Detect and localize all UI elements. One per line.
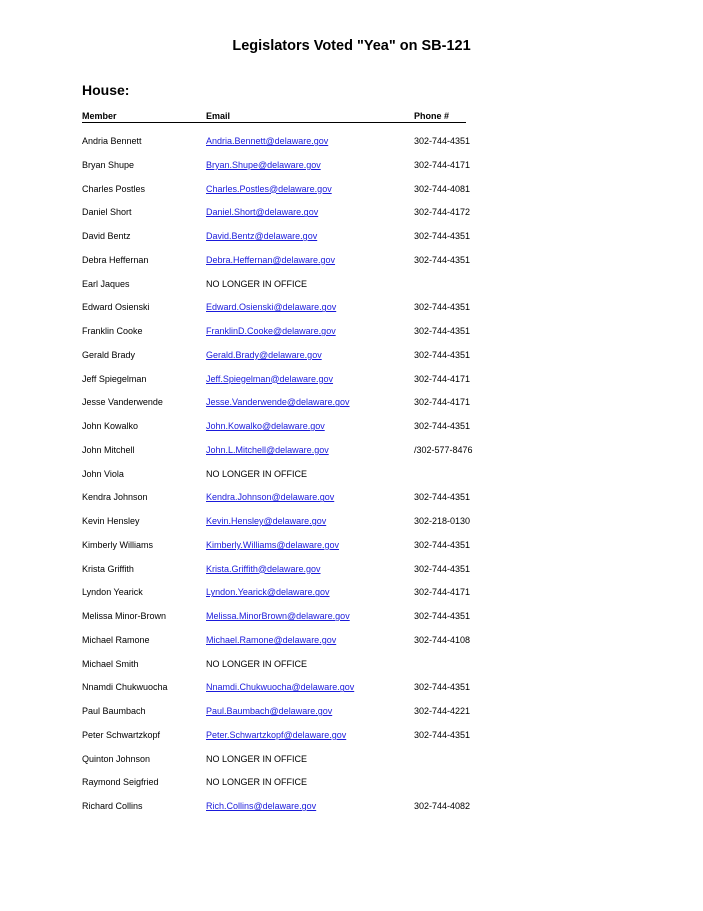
member-name: Gerald Brady [82, 349, 136, 360]
email-link[interactable]: John.Kowalko@delaware.gov [206, 421, 325, 431]
office-status: NO LONGER IN OFFICE [206, 278, 308, 289]
office-status: NO LONGER IN OFFICE [206, 658, 308, 669]
email-link[interactable]: Charles.Postles@delaware.gov [206, 183, 332, 194]
email-link[interactable]: FranklinD.Cooke@delaware.gov [206, 326, 336, 336]
member-name: Andria Bennett [82, 136, 142, 146]
table-row [82, 368, 502, 392]
member-name: Charles Postles [82, 183, 146, 194]
phone-number: 302-744-4351 [414, 231, 471, 241]
phone-number: 302-744-4351 [414, 349, 471, 360]
table-row [82, 320, 502, 344]
email-link[interactable]: Jeff.Spiegelman@delaware.gov [206, 373, 334, 384]
phone-number: 302-744-4351 [414, 729, 471, 740]
table-row [82, 510, 502, 534]
table-row [82, 154, 502, 178]
email-link[interactable]: Kimberly.Williams@delaware.gov [206, 539, 340, 550]
office-status: NO LONGER IN OFFICE [206, 468, 308, 479]
email-link[interactable]: Kevin.Hensley@delaware.gov [206, 516, 327, 526]
email-link[interactable]: Andria.Bennett@delaware.gov [206, 136, 329, 146]
member-name: Melissa Minor-Brown [82, 611, 167, 621]
table-row [82, 463, 502, 487]
table-row [82, 249, 502, 273]
phone-number: 302-744-4171 [414, 159, 471, 170]
table-row [82, 534, 502, 558]
email-link[interactable]: Michael.Ramone@delaware.gov [206, 634, 337, 645]
table-row [82, 130, 502, 154]
column-header-phone: Phone # [414, 111, 466, 123]
table-body [82, 130, 502, 819]
table-row [82, 558, 502, 582]
email-link[interactable]: John.L.Mitchell@delaware.gov [206, 444, 329, 455]
phone-number: 302-744-4351 [414, 302, 471, 313]
member-name: Michael Smith [82, 658, 139, 669]
table-row [82, 629, 502, 653]
office-status: NO LONGER IN OFFICE [206, 753, 308, 764]
email-link[interactable]: Jesse.Vanderwende@delaware.gov [206, 397, 350, 408]
email-link[interactable]: Lyndon.Yearick@delaware.gov [206, 587, 330, 598]
table-row [82, 296, 502, 320]
email-link[interactable]: Melissa.MinorBrown@delaware.gov [206, 611, 350, 621]
member-name: Nnamdi Chukwuocha [82, 682, 168, 693]
table-row [82, 415, 502, 439]
table-row [82, 724, 502, 748]
email-link[interactable]: Gerald.Brady@delaware.gov [206, 349, 322, 360]
table-row [82, 700, 502, 724]
phone-number: 302-218-0130 [414, 516, 471, 526]
table-header [82, 111, 502, 123]
phone-number: 302-744-4351 [414, 254, 471, 265]
member-name: Daniel Short [82, 207, 132, 218]
table-row [82, 581, 502, 605]
phone-number: 302-744-4081 [414, 183, 471, 194]
table-row [82, 676, 502, 700]
member-name: John Kowalko [82, 421, 139, 431]
email-link[interactable]: Rich.Collins@delaware.gov [206, 801, 317, 811]
member-name: Richard Collins [82, 801, 143, 811]
phone-number: 302-744-4351 [414, 611, 471, 621]
member-name: Jesse Vanderwende [82, 397, 163, 408]
table-row [82, 344, 502, 368]
phone-number: 302-744-4351 [414, 539, 471, 550]
email-link[interactable]: Bryan.Shupe@delaware.gov [206, 159, 321, 170]
phone-number: 302-744-4221 [414, 706, 471, 716]
phone-number: 302-744-4171 [414, 397, 471, 408]
member-name: John Mitchell [82, 444, 135, 455]
member-name: Edward Osienski [82, 302, 150, 313]
phone-number: 302-744-4351 [414, 326, 471, 336]
phone-number: 302-744-4351 [414, 492, 471, 503]
table-row [82, 391, 502, 415]
phone-number: 302-744-4172 [414, 207, 471, 218]
email-link[interactable]: Edward.Osienski@delaware.gov [206, 302, 337, 313]
table-row [82, 273, 502, 297]
member-name: John Viola [82, 468, 124, 479]
table-row [82, 178, 502, 202]
member-name: Kevin Hensley [82, 516, 140, 526]
legislator-table [82, 111, 502, 811]
table-row [82, 486, 502, 510]
email-link[interactable]: Debra.Heffernan@delaware.gov [206, 254, 336, 265]
column-header-email: Email [206, 111, 414, 123]
phone-number: 302-744-4351 [414, 421, 471, 431]
office-status: NO LONGER IN OFFICE [206, 777, 308, 788]
phone-number: 302-744-4351 [414, 136, 471, 146]
member-name: Raymond Seigfried [82, 777, 159, 788]
member-name: Paul Baumbach [82, 706, 146, 716]
phone-number: 302-744-4351 [414, 563, 471, 574]
phone-number: 302-744-4351 [414, 682, 471, 693]
column-header-member: Member [82, 111, 206, 123]
member-name: Michael Ramone [82, 634, 150, 645]
section-heading-house: House: [82, 82, 130, 98]
member-name: Lyndon Yearick [82, 587, 143, 598]
table-row [82, 653, 502, 677]
member-name: Kendra Johnson [82, 492, 148, 503]
member-name: Krista Griffith [82, 563, 134, 574]
table-row [82, 605, 502, 629]
table-row [82, 771, 502, 795]
table-row [82, 439, 502, 463]
member-name: Franklin Cooke [82, 326, 143, 336]
member-name: Kimberly Williams [82, 539, 154, 550]
page-title: Legislators Voted "Yea" on SB-121 [232, 38, 471, 54]
member-name: Peter Schwartzkopf [82, 729, 161, 740]
table-row [82, 795, 502, 819]
phone-number: 302-744-4171 [414, 587, 471, 598]
email-link[interactable]: Krista.Griffith@delaware.gov [206, 563, 321, 574]
phone-number: 302-744-4108 [414, 634, 471, 645]
phone-number: 302-744-4082 [414, 801, 471, 811]
member-name: Debra Heffernan [82, 254, 149, 265]
email-link[interactable]: Paul.Baumbach@delaware.gov [206, 706, 333, 716]
phone-number: 302-744-4171 [414, 373, 471, 384]
email-link[interactable]: David.Bentz@delaware.gov [206, 231, 318, 241]
phone-number: /302-577-8476 [414, 444, 473, 455]
table-row [82, 748, 502, 772]
member-name: Bryan Shupe [82, 159, 135, 170]
member-name: Quinton Johnson [82, 753, 151, 764]
table-row [82, 225, 502, 249]
member-name: David Bentz [82, 231, 131, 241]
email-link[interactable]: Kendra.Johnson@delaware.gov [206, 492, 335, 503]
member-name: Jeff Spiegelman [82, 373, 147, 384]
table-row [82, 201, 502, 225]
email-link[interactable]: Nnamdi.Chukwuocha@delaware.gov [206, 682, 355, 693]
email-link[interactable]: Peter.Schwartzkopf@delaware.gov [206, 729, 347, 740]
member-name: Earl Jaques [82, 278, 130, 289]
email-link[interactable]: Daniel.Short@delaware.gov [206, 207, 319, 218]
